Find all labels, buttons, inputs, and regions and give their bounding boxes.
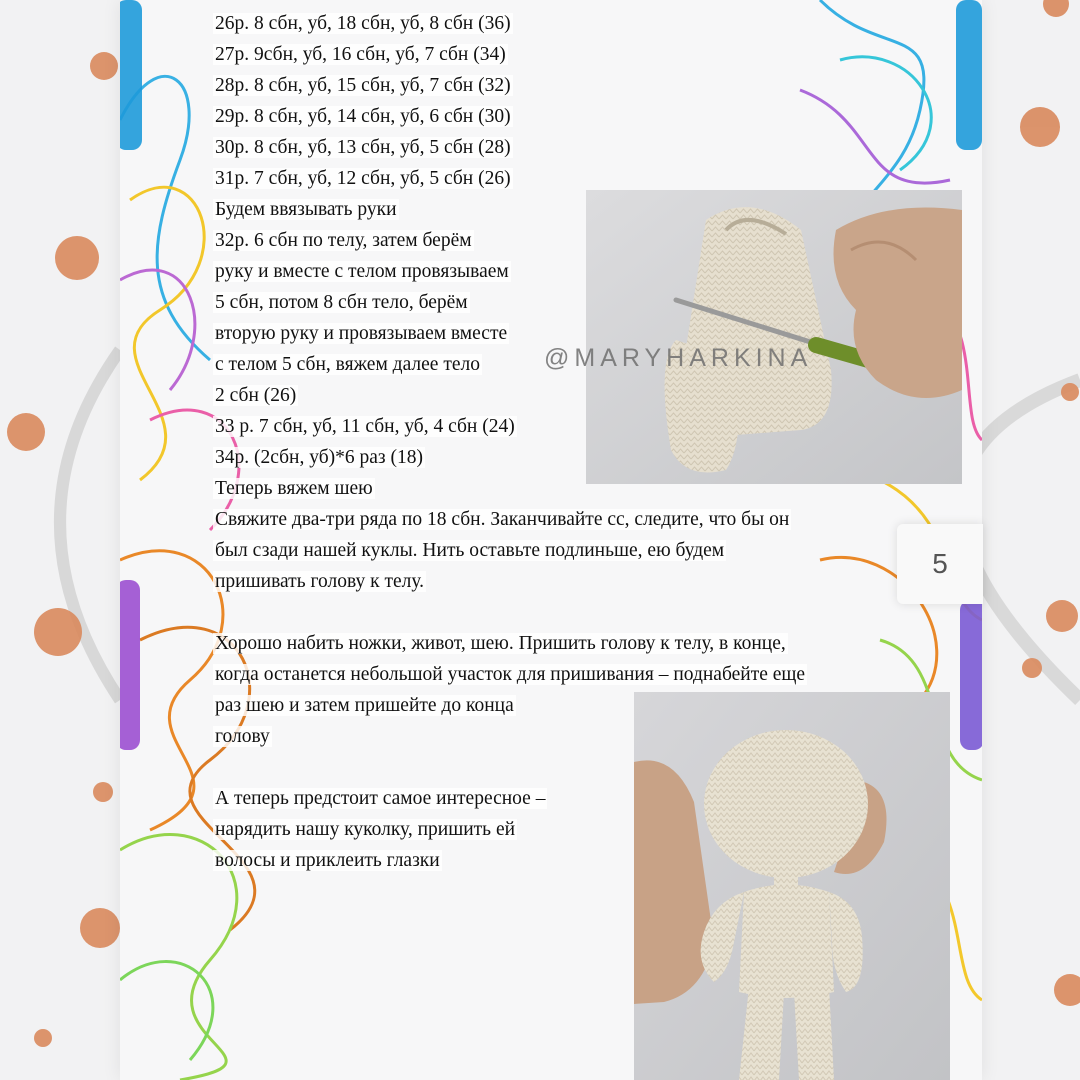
pattern-line: голову xyxy=(215,726,270,747)
pattern-line: когда останется небольшой участок для пришивания – поднабейте еще xyxy=(215,664,806,685)
photo-arms-attaching xyxy=(586,190,962,484)
pattern-line: вторую руку и провязываем вместе xyxy=(215,323,508,344)
pattern-line: Теперь вяжем шею xyxy=(215,478,373,499)
pattern-line: А теперь предстоит самое интересное – xyxy=(215,788,546,809)
pattern-line: 5 сбн, потом 8 сбн тело, берём xyxy=(215,292,468,313)
pattern-line: 30р. 8 сбн, уб, 13 сбн, уб, 5 сбн (28) xyxy=(215,137,511,158)
pattern-line: раз шею и затем пришейте до конца xyxy=(215,695,514,716)
pattern-line: 29р. 8 сбн, уб, 14 сбн, уб, 6 сбн (30) xyxy=(215,106,511,127)
pattern-line: Будем ввязывать руки xyxy=(215,199,397,220)
pattern-page xyxy=(120,0,982,1080)
watermark-text: @MARYHARKINA xyxy=(544,344,813,372)
pattern-line: 34р. (2сбн, уб)*6 раз (18) xyxy=(215,447,423,468)
page-number-badge: 5 xyxy=(897,524,983,604)
pattern-line: 27р. 9сбн, уб, 16 сбн, уб, 7 сбн (34) xyxy=(215,44,506,65)
pattern-line: 33 р. 7 сбн, уб, 11 сбн, уб, 4 сбн (24) xyxy=(215,416,515,437)
pattern-line: Хорошо набить ножки, живот, шею. Пришить голову к телу, в конце, xyxy=(215,633,786,654)
photo-finished-doll xyxy=(634,692,950,1080)
pattern-line: 26р. 8 сбн, уб, 18 сбн, уб, 8 сбн (36) xyxy=(215,13,511,34)
pattern-line: руку и вместе с телом провязываем xyxy=(215,261,509,282)
pattern-line: 2 сбн (26) xyxy=(215,385,297,406)
pattern-line: волосы и приклеить глазки xyxy=(215,850,440,871)
pattern-line: Свяжите два-три ряда по 18 сбн. Заканчивайте сс, следите, что бы он xyxy=(215,509,790,530)
pattern-line: 31р. 7 сбн, уб, 12 сбн, уб, 5 сбн (26) xyxy=(215,168,511,189)
pattern-line: с телом 5 сбн, вяжем далее тело xyxy=(215,354,480,375)
pattern-line: нарядить нашу куколку, пришить ей xyxy=(215,819,516,840)
pattern-line: был сзади нашей куклы. Нить оставьте подлиньше, ею будем xyxy=(215,540,725,561)
pattern-line: 32р. 6 сбн по телу, затем берём xyxy=(215,230,472,251)
pattern-line: 28р. 8 сбн, уб, 15 сбн, уб, 7 сбн (32) xyxy=(215,75,511,96)
pattern-line: пришивать голову к телу. xyxy=(215,571,425,592)
